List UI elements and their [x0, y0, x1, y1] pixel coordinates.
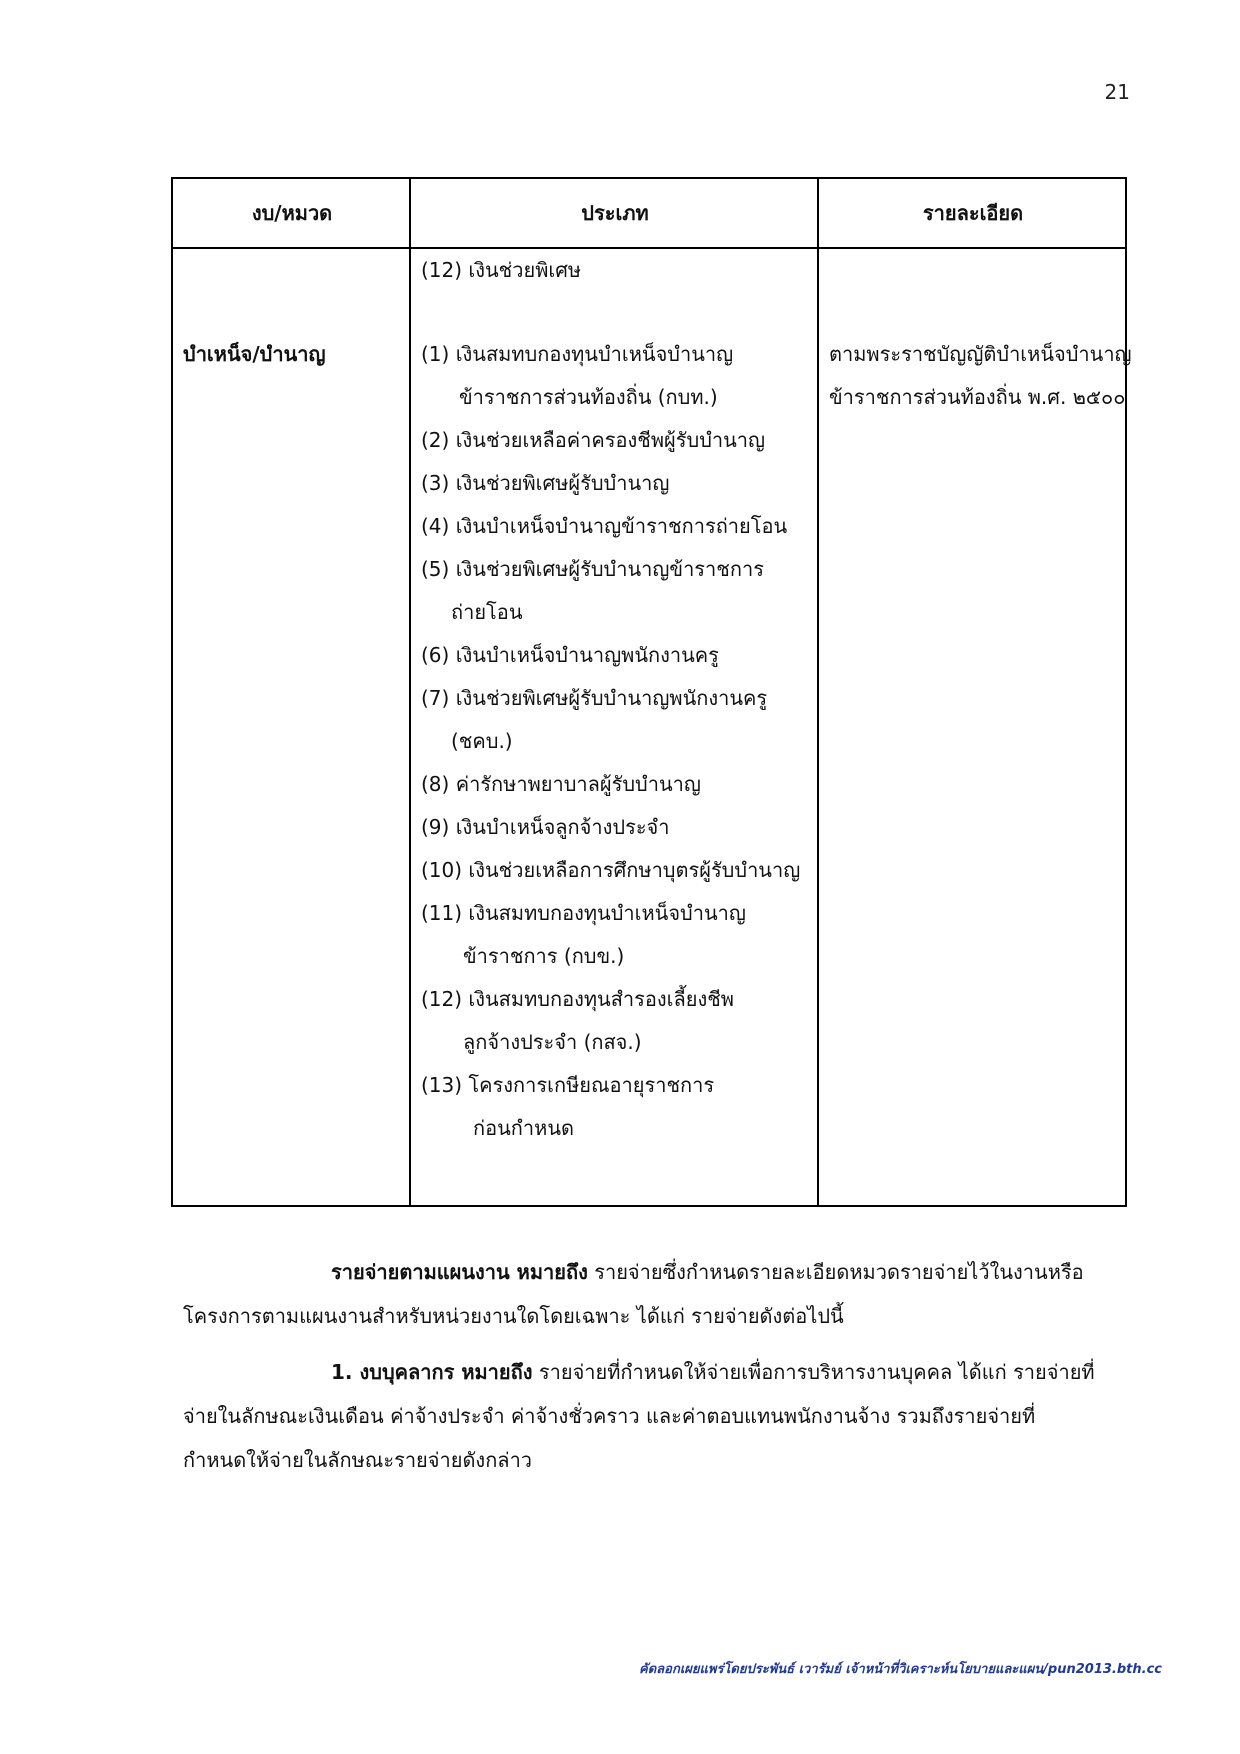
- paragraph-plan-expenditure: [183, 1250, 1127, 1338]
- table-header-row: [173, 179, 1125, 249]
- list-item: (6) เงินบำเหน็จบำนาญพนักงานครู: [421, 643, 719, 667]
- category-label: บำเหน็จ/บำนาญ: [183, 342, 326, 366]
- list-item: (9) เงินบำเหน็จลูกจ้างประจำ: [421, 815, 670, 839]
- type-list: [421, 333, 800, 1150]
- list-item: (11) เงินสมทบกองทุนบำเหน็จบำนาญ: [421, 901, 746, 925]
- list-item-continuation: ลูกจ้างประจำ (กสจ.): [463, 1030, 642, 1054]
- paragraph-line: โครงการตามแผนงานสำหรับหน่วยงานใดโดยเฉพาะ ได้แก่ รายจ่ายดังต่อไปนี้: [183, 1304, 844, 1328]
- column-divider: [409, 179, 411, 1205]
- list-item: (4) เงินบำเหน็จบำนาญข้าราชการถ่ายโอน: [421, 514, 788, 538]
- paragraph-line: กำหนดให้จ่ายในลักษณะรายจ่ายดังกล่าว: [183, 1448, 533, 1472]
- paragraph-line: [183, 1350, 1127, 1394]
- list-item-continuation: (ชคบ.): [451, 729, 513, 753]
- header-category: งบ/หมวด: [251, 201, 333, 225]
- list-item: (3) เงินช่วยพิเศษผู้รับบำนาญ: [421, 471, 670, 495]
- list-item: (1) เงินสมทบกองทุนบำเหน็จบำนาญ: [421, 342, 734, 366]
- column-divider: [817, 179, 819, 1205]
- term-heading: รายจ่ายตามแผนงาน หมายถึง: [331, 1260, 588, 1284]
- list-item: (5) เงินช่วยพิเศษผู้รับบำนาญข้าราชการ: [421, 557, 764, 581]
- continued-item: (12) เงินช่วยพิเศษ: [421, 258, 582, 282]
- budget-table: [171, 177, 1132, 1207]
- paragraph-text: รายจ่ายที่กำหนดให้จ่ายเพื่อการบริหารงานบุคคล ได้แก่ รายจ่ายที่: [532, 1360, 1095, 1384]
- list-item-continuation: ข้าราชการ (กบข.): [463, 944, 625, 968]
- header-details: รายละเอียด: [922, 201, 1024, 225]
- list-item: (7) เงินช่วยพิเศษผู้รับบำนาญพนักงานครู: [421, 686, 768, 710]
- paragraph-line: [183, 1250, 1127, 1294]
- page-number: 21: [1104, 80, 1130, 104]
- term-heading: 1. งบบุคลากร หมายถึง: [331, 1360, 533, 1384]
- paragraph-personnel-budget: [183, 1350, 1127, 1482]
- list-item-continuation: ถ่ายโอน: [451, 600, 523, 624]
- list-item: (2) เงินช่วยเหลือค่าครองชีพผู้รับบำนาญ: [421, 428, 766, 452]
- list-item: (10) เงินช่วยเหลือการศึกษาบุตรผู้รับบำนาญ: [421, 858, 801, 882]
- paragraph-text: รายจ่ายซึ่งกำหนดรายละเอียดหมวดรายจ่ายไว้ในงานหรือ: [587, 1260, 1084, 1284]
- list-item: (12) เงินสมทบกองทุนสำรองเลี้ยงชีพ: [421, 987, 734, 1011]
- paragraph-line: จ่ายในลักษณะเงินเดือน ค่าจ้างประจำ ค่าจ้างชั่วคราว และค่าตอบแทนพนักงานจ้าง รวมถึงรายจ่ายที่: [183, 1404, 1036, 1428]
- details-cell: [829, 333, 1132, 419]
- header-type: ประเภท: [581, 201, 649, 225]
- list-item-continuation: ก่อนกำหนด: [473, 1116, 574, 1140]
- list-item-continuation: ข้าราชการส่วนท้องถิ่น (กบท.): [459, 385, 718, 409]
- details-line: ตามพระราชบัญญัติบำเหน็จบำนาญ: [829, 342, 1132, 366]
- footer-credit: คัดลอกเผยแพร่โดยประพันธ์ เวารัมย์ เจ้าหน้าที่วิเคราะห์นโยบายและแผน/pun2013.bth.cc: [639, 1662, 1162, 1677]
- details-line: ข้าราชการส่วนท้องถิ่น พ.ศ. ๒๕๐๐: [829, 385, 1126, 409]
- list-item: (13) โครงการเกษียณอายุราชการ: [421, 1073, 715, 1097]
- list-item: (8) ค่ารักษาพยาบาลผู้รับบำนาญ: [421, 772, 701, 796]
